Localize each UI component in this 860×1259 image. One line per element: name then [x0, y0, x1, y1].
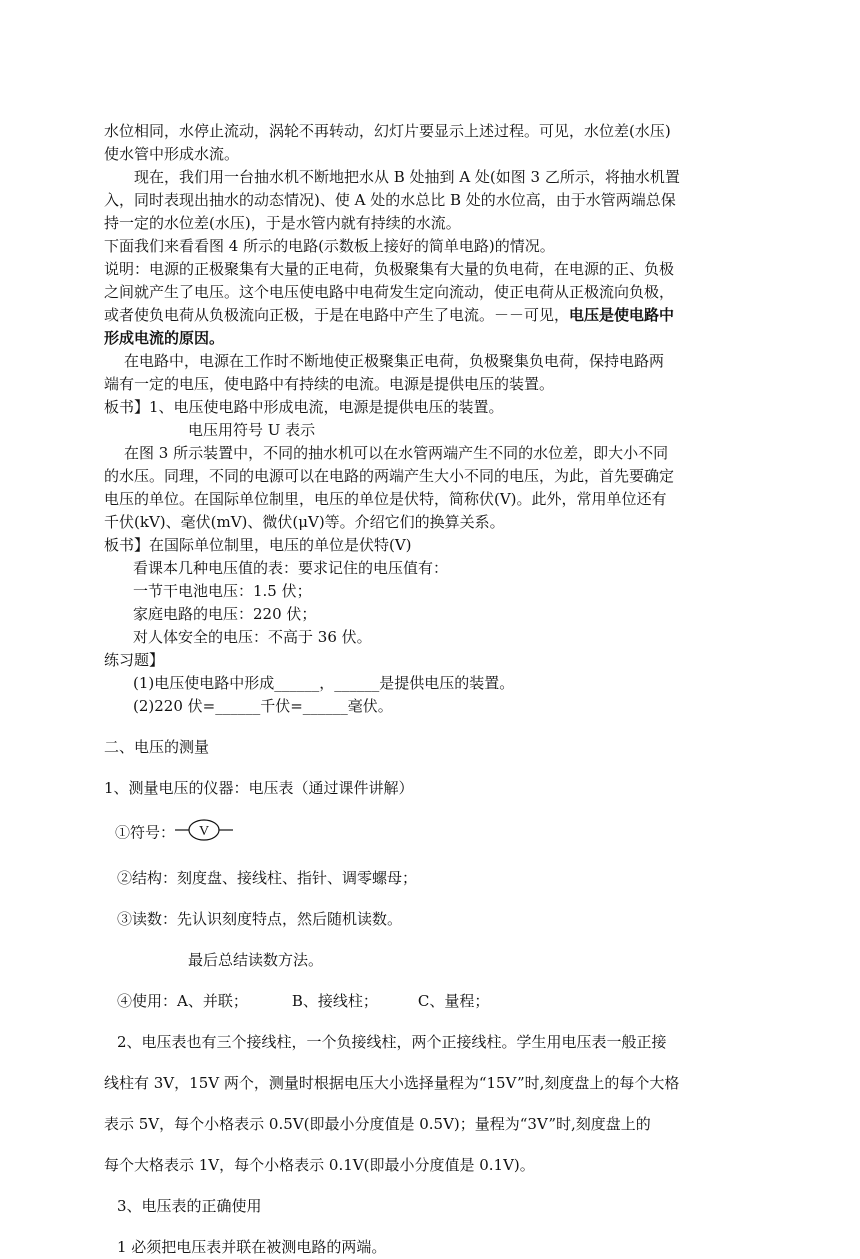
text-line: 使水管中形成水流。: [104, 145, 240, 163]
exercise-title: 练习题】: [104, 651, 165, 669]
key-conclusion: 电压是使电路中: [569, 306, 675, 324]
usage-b: B、接线柱；: [291, 992, 378, 1010]
exercise-item: (2)220 伏=______千伏=______毫伏。: [133, 697, 393, 715]
text-line: 说明：电源的正极聚集有大量的正电荷，负极聚集有大量的负电荷，在电源的正、负极: [104, 260, 675, 278]
usage-c: C、量程；: [417, 992, 490, 1010]
text-line: 持一定的水位差(水压)，于是水管内就有持续的水流。: [104, 214, 461, 232]
text-line: [104, 304, 794, 327]
key-conclusion: 形成电流的原因。: [104, 329, 225, 347]
text-line: 2、电压表也有三个接线柱，一个负接线柱，两个正接线柱。学生用电压表一般正接: [117, 1033, 667, 1051]
text-line: 现在，我们用一台抽水机不断地把水从 B 处抽到 A 处(如图 3 乙所示，将抽水机置: [134, 168, 680, 186]
text-span: 或者使负电荷从负极流向正极，于是在电路中产生了电流。－－可见，: [104, 306, 570, 324]
text-line: 线柱有 3V，15V 两个，测量时根据电压大小选择量程为“15V”时,刻度盘上的每个大格: [104, 1074, 680, 1092]
board-note-sub: 电压用符号 U 表示: [188, 421, 316, 439]
document-page: [104, 120, 794, 1259]
list-item: [104, 990, 794, 1013]
text-line: 1 必须把电压表并联在被测电路的两端。: [117, 1238, 387, 1256]
text-line: 3、电压表的正确使用: [117, 1197, 262, 1215]
exercise-item: (1)电压使电路中形成______，______是提供电压的装置。: [133, 674, 515, 692]
text-line: 在电路中，电源在工作时不断地使正极聚集正电荷，负极聚集负电荷，保持电路两: [124, 352, 665, 370]
text-line: 水位相同，水停止流动，涡轮不再转动，幻灯片要显示上述过程。可见，水位差(水压): [104, 122, 671, 140]
text-line: 在图 3 所示装置中，不同的抽水机可以在水管两端产生不同的水位差，即大小不同: [124, 444, 669, 462]
text-line: 每个大格表示 1V，每个小格表示 0.1V(即最小分度值是 0.1V)。: [104, 1156, 535, 1174]
list-item: ②结构：刻度盘、接线柱、指针、调零螺母；: [117, 869, 418, 887]
text-line: 电压的单位。在国际单位制里，电压的单位是伏特，简称伏(V)。此外，常用单位还有: [104, 490, 667, 508]
text-line: 入，同时表现出抽水的动态情况)、使 A 处的水总比 B 处的水位高，由于水管两端总保: [104, 191, 676, 209]
board-note: 板书】1、电压使电路中形成电流，电源是提供电压的装置。: [104, 398, 504, 416]
text-line: 1、测量电压的仪器：电压表（通过课件讲解）: [104, 779, 414, 797]
section-heading: 二、电压的测量: [104, 738, 210, 756]
text-line: 千伏(kV)、毫伏(mV)、微伏(μV)等。介绍它们的换算关系。: [104, 513, 505, 531]
list-item: ③读数：先认识刻度特点，然后随机读数。: [117, 910, 403, 928]
text-line: 端有一定的电压，使电路中有持续的电流。电源是提供电压的装置。: [104, 375, 555, 393]
list-item: 对人体安全的电压：不高于 36 伏。: [133, 628, 372, 646]
list-item: [104, 818, 794, 849]
voltmeter-symbol-icon: [175, 818, 233, 849]
symbol-label: ①符号：: [115, 823, 176, 842]
text-line: 之间就产生了电压。这个电压使电路中电荷发生定向流动，使正电荷从正极流向负极，: [104, 283, 675, 301]
text-line: 的水压。同理，不同的电源可以在电路的两端产生大小不同的电压，为此，首先要确定: [104, 467, 675, 485]
list-item: 家庭电路的电压：220 伏；: [133, 605, 317, 623]
text-line: 表示 5V，每个小格表示 0.5V(即最小分度值是 0.5V)；量程为“3V”时,刻度盘上的: [104, 1115, 651, 1133]
list-item: 一节干电池电压：1.5 伏；: [133, 582, 312, 600]
board-note: 板书】在国际单位制里，电压的单位是伏特(V): [104, 536, 412, 554]
list-item: 看课本几种电压值的表：要求记住的电压值有：: [133, 559, 449, 577]
list-item: 最后总结读数方法。: [188, 951, 324, 969]
voltmeter-symbol-letter: V: [198, 824, 210, 839]
usage-a: ④使用：A、并联；: [117, 992, 248, 1010]
text-line: 下面我们来看看图 4 所示的电路(示数板上接好的简单电路)的情况。: [104, 237, 555, 255]
